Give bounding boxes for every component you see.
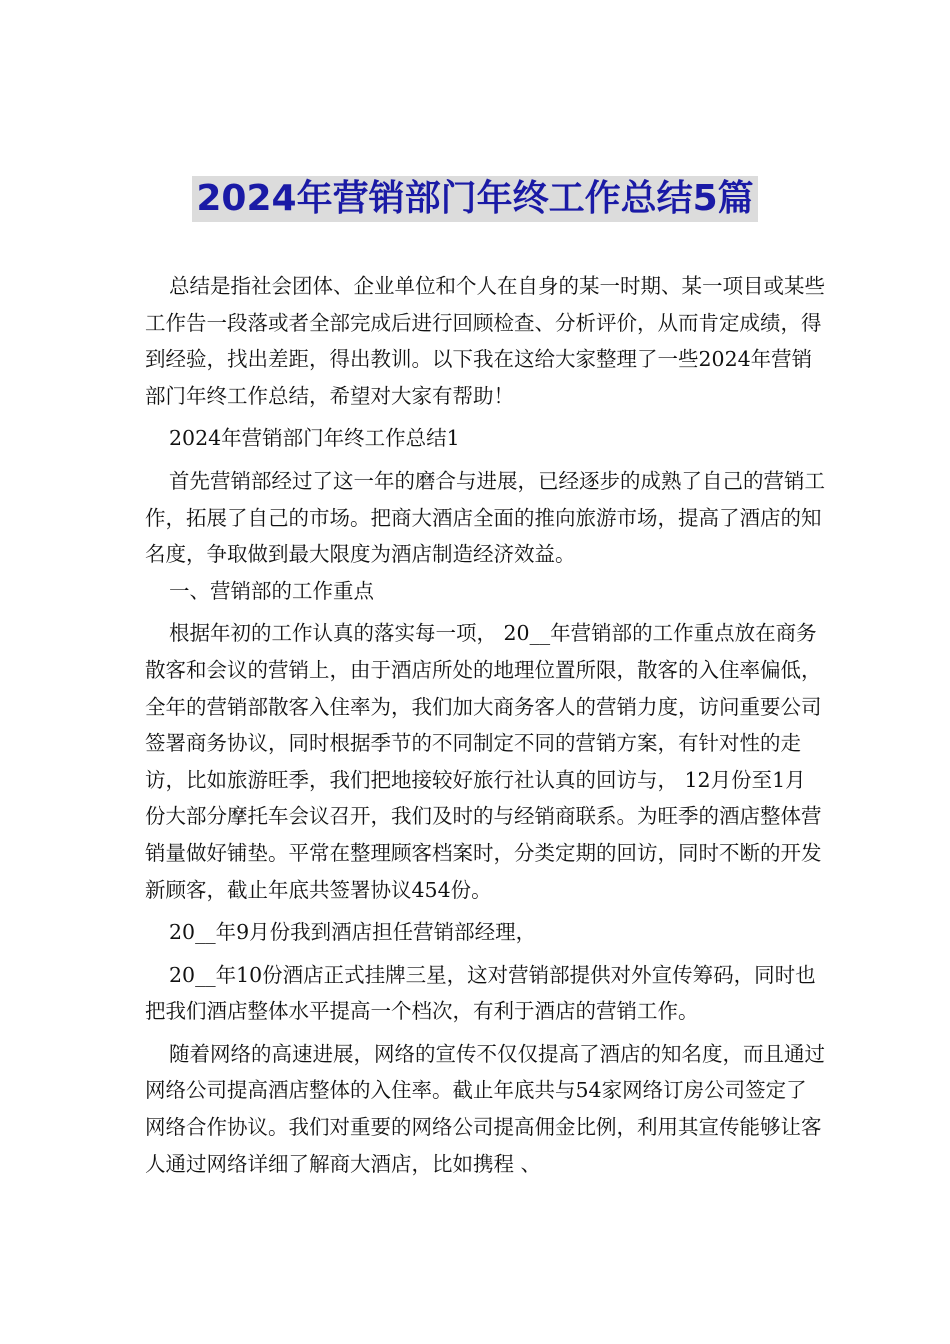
title-container: [0, 176, 950, 222]
paragraph: 随着网络的高速进展，网络的宣传不仅仅提高了酒店的知名度，而且通过网络公司提高酒店整体的入住率。截止年底共与54家网络订房公司签定了网络合作协议。我们对重要的网络公司提高佣金比例，利用其宣传能够让客人通过网络详细了解商大酒店，比如携程 、: [145, 1041, 825, 1176]
document-body: [145, 268, 825, 1182]
paragraph-section-heading: 2024年营销部门年终工作总结1: [169, 426, 460, 451]
paragraph-intro: 总结是指社会团体、企业单位和个人在自身的某一时期、某一项目或某些工作告一段落或者全部完成后进行回顾检查、分析评价，从而肯定成绩，得到经验，找出差距，得出教训。以下我在这给大家整理了一些2024年营销部门年终工作总结，希望对大家有帮助！: [145, 274, 825, 408]
paragraph: 首先营销部经过了这一年的磨合与进展，已经逐步的成熟了自己的营销工作，拓展了自己的市场。把商大酒店全面的推向旅游市场，提高了酒店的知名度，争取做到最大限度为酒店制造经济效益。: [145, 468, 825, 567]
document-title: 2024年营销部门年终工作总结5篇: [192, 176, 757, 222]
paragraph: 20__年9月份我到酒店担任营销部经理，: [169, 920, 537, 945]
paragraph: 根据年初的工作认真的落实每一项， 20__年营销部的工作重点放在商务散客和会议的营销上，由于酒店所处的地理位置所限，散客的入住率偏低，全年的营销部散客入住率为，我们加大商务客人的营销力度，访问重要公司签署商务协议，同时根据季节的不同制定不同的营销方案，有针对性的走访，比如旅游旺季，我们把地接较好旅行社认真的回访与， 12月份至1月份大部分摩托车会议召开，我们及时的与经销商联系。为旺季的酒店整体营销量做好铺垫。平常在整理顾客档案时，分类定期的回访，同时不断的开发新顾客，截止年底共签署协议454份。: [145, 621, 822, 902]
paragraph: 20__年10份酒店正式挂牌三星，这对营销部提供对外宣传筹码，同时也把我们酒店整体水平提高一个档次，有利于酒店的营销工作。: [145, 962, 816, 1024]
paragraph-subheading: 一、营销部的工作重点: [169, 578, 374, 603]
